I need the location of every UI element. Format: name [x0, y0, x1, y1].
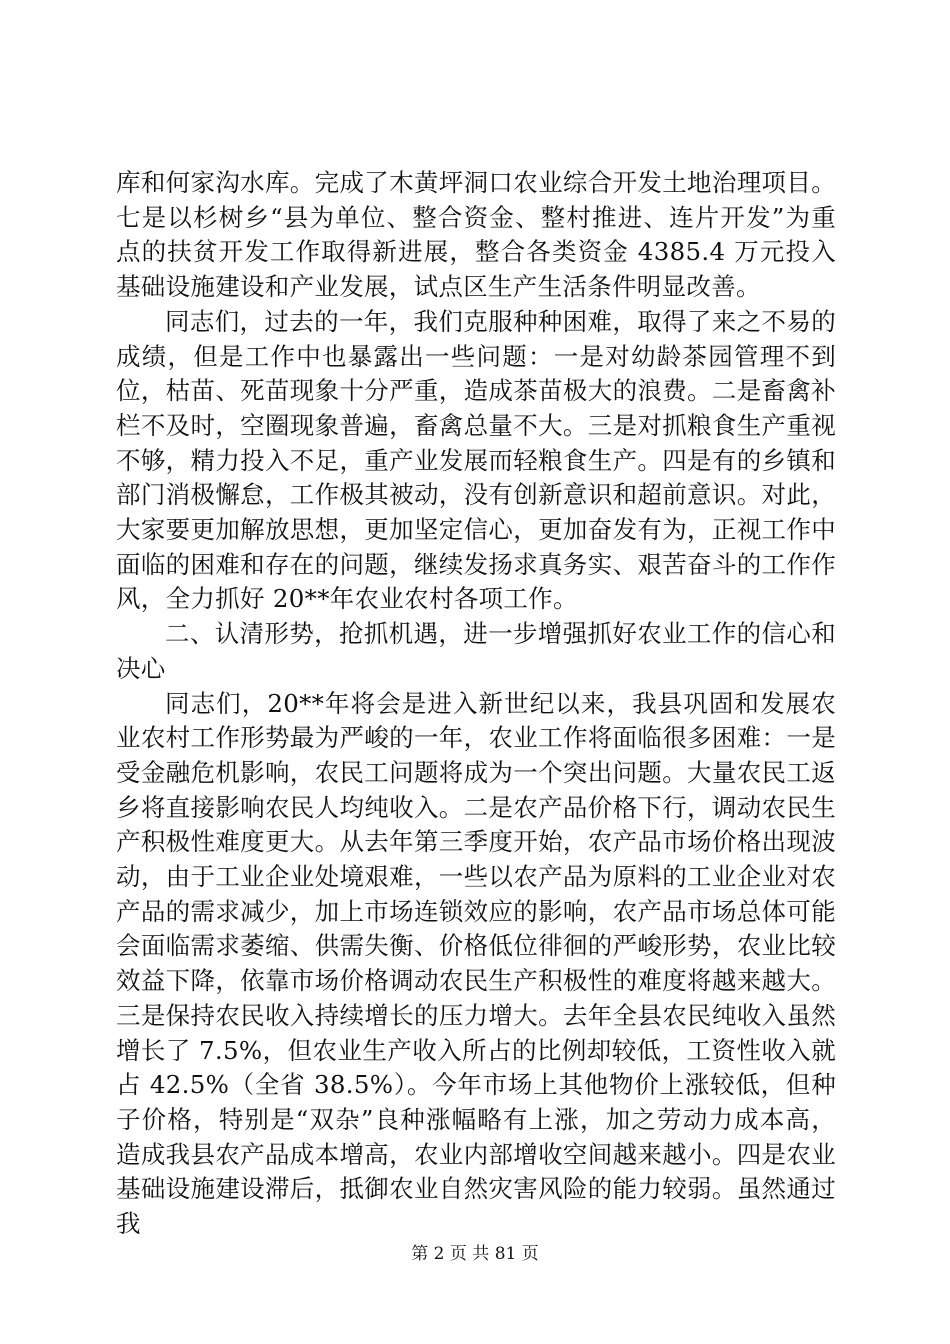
paragraph-3: 同志们，20**年将会是进入新世纪以来，我县巩固和发展农业农村工作形势最为严峻的一年，农业工作将面临很多困难：一是受金融危机影响，农民工问题将成为一个突出问题。大量农民工返乡将直接影响农民人均纯收入。二是农产品价格下行，调动农民生产积极性难度更大。从去年第三季度开始，农产品市场价格出现波动，由于工业企业处境艰难，一些以农产品为原料的工业企业对农产品的需求减少，加上市场连锁效应的影响，农产品市场总体可能会面临需求萎缩、供需失衡、价格低位徘徊的严峻形势，农业比较效益下降，依靠市场价格调动农民生产积极性的难度将越来越大。三是保持农民收入持续增长的压力增大。去年全县农民纯收入虽然增长了 7.5%，但农业生产收入所占的比例却较低，工资性收入就占 42.5%（全省 38.5%）。今年市场上其他物价上涨较低，但种子价格，特别是“双杂”良种涨幅略有上涨，加之劳动力成本高，造成我县农产品成本增高，农业内部增收空间越来越小。四是农业基础设施建设滞后，抵御农业自然灾害风险的能力较弱。虽然通过我 [116, 688, 836, 1239]
document-body [116, 166, 836, 1242]
page-number-footer: 第 2 页 共 81 页 [411, 1244, 539, 1264]
paragraph-2: 同志们，过去的一年，我们克服种种困难，取得了来之不易的成绩，但是工作中也暴露出一些问题：一是对幼龄茶园管理不到位，枯苗、死苗现象十分严重，造成茶苗极大的浪费。二是畜禽补栏不及时，空圈现象普遍，畜禽总量不大。三是对抓粮食生产重视不够，精力投入不足，重产业发展而轻粮食生产。四是有的乡镇和部门消极懈怠，工作极其被动，没有创新意识和超前意识。对此，大家要更加解放思想，更加坚定信心，更加奋发有为，正视工作中面临的困难和存在的问题，继续发扬求真务实、艰苦奋斗的工作作风，全力抓好 20**年农业农村各项工作。 [116, 306, 836, 614]
paragraph-1: 库和何家沟水库。完成了木黄坪洞口农业综合开发土地治理项目。七是以杉树乡“县为单位、整合资金、整村推进、连片开发”为重点的扶贫开发工作取得新进展，整合各类资金 4385.4 万元投入基础设施建设和产业发展，试点区生产生活条件明显改善。 [116, 168, 836, 302]
section-heading: 二、认清形势，抢抓机遇，进一步增强抓好农业工作的信心和决心 [116, 619, 836, 683]
